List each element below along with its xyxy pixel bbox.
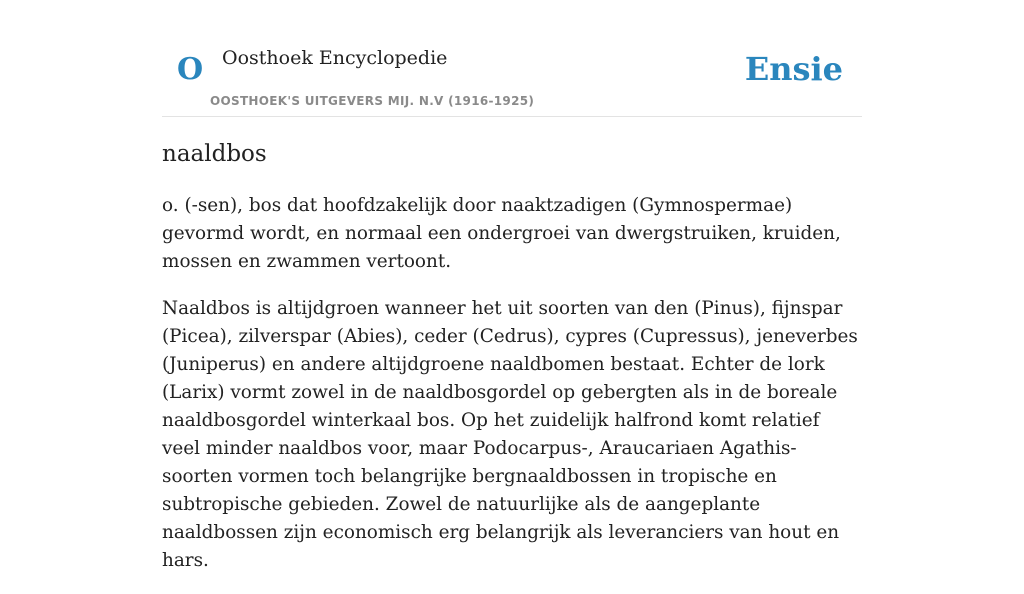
article-paragraph: o. (-sen), bos dat hoofdzakelijk door naaktzadigen (Gymnospermae) gevormd wordt, en normaal een ondergroei van dwergstruiken, kruiden, mossen en zwammen vertoont.	[162, 195, 841, 272]
site-title[interactable]: Oosthoek Encyclopedie	[222, 47, 448, 69]
publisher-label: OOSTHOEK'S UITGEVERS MIJ. N.V (1916-1925)	[210, 94, 535, 108]
entry-title: naaldbos	[162, 141, 267, 167]
article-paragraph: Naaldbos is altijdgroen wanneer het uit soorten van den (Pinus), fijnspar (Picea), zilverspar (Abies), ceder (Cedrus), cypres (Cupressus), jeneverbes (Juniperus) en andere altijdgroene naaldbomen bestaat. Echter de lork (Larix) vormt zowel in de naaldbosgordel op gebergten als in de boreale naaldbosgordel winterkaal bos. Op het zuidelijk halfrond komt relatief veel minder naaldbos voor, maar Podocarpus-, Araucariaen Agathis-soorten vormen toch belangrijke bergnaaldbossen in tropische en subtropische gebieden. Zowel de natuurlijke als de aangeplante naaldbossen zijn economisch erg belangrijk als leveranciers van hout en hars.	[162, 298, 858, 571]
site-header	[162, 0, 862, 117]
article-body	[162, 192, 862, 594]
brand-logo[interactable]: Ensie	[744, 50, 843, 88]
site-logo[interactable]: O	[177, 52, 204, 87]
